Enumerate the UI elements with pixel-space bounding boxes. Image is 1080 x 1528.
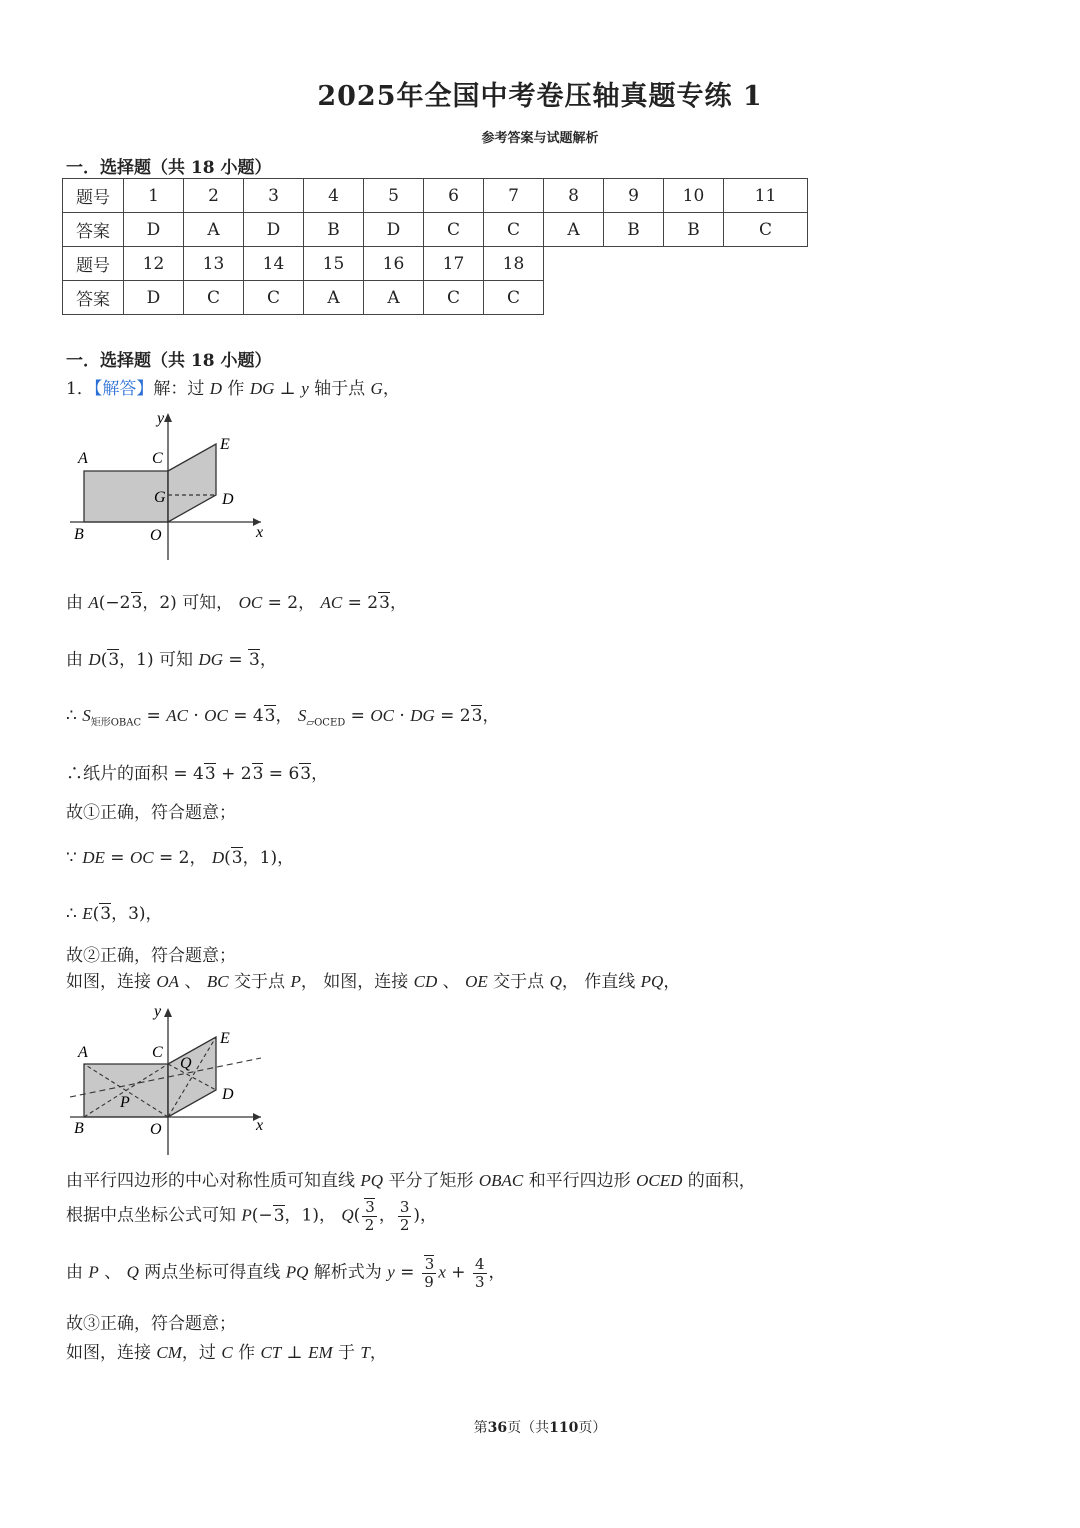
- table-cell: C: [484, 213, 544, 247]
- table-cell: 1: [124, 179, 184, 213]
- solution-tag: 【解答】: [93, 379, 154, 399]
- text: 解析式为: [313, 1262, 382, 1283]
- text: 页（共: [507, 1420, 550, 1436]
- label-x: x: [256, 1117, 264, 1134]
- table-row: [63, 281, 808, 315]
- text: 页）: [578, 1420, 607, 1436]
- solution-line: 由 P 、 Q 两点坐标可得直线 PQ 解析式为 y = $\frac{3}{9}$ x + $\frac{4}{3}$ ，: [66, 1254, 506, 1291]
- label-D: D: [222, 1086, 234, 1103]
- text: 根据中点坐标公式可知: [66, 1205, 236, 1226]
- conclusion-2: 故②正确，符合题意；: [66, 946, 236, 966]
- table-row: [63, 213, 808, 247]
- label-B: B: [74, 1120, 84, 1137]
- table-cell: 12: [124, 247, 184, 281]
- table-cell: B: [664, 213, 724, 247]
- text: 作: [227, 379, 245, 399]
- table-cell: 题号: [63, 247, 124, 281]
- solution-line: 由 A(−23，2) 可知， OC = 2， AC = 23，: [66, 593, 407, 613]
- page-footer: [0, 1417, 1080, 1437]
- table-cell: D: [244, 213, 304, 247]
- text: 于: [338, 1343, 356, 1363]
- table-cell: 17: [424, 247, 484, 281]
- table-cell: 9: [604, 179, 664, 213]
- text: 作: [238, 1343, 256, 1363]
- table-cell: 15: [304, 247, 364, 281]
- table-cell: A: [364, 281, 424, 315]
- conclusion-1: 故①正确，符合题意；: [66, 803, 236, 823]
- text: 平分了矩形: [388, 1171, 474, 1191]
- label-P: P: [120, 1094, 130, 1111]
- solution-line: ∵ DE = OC = 2， D(3，1)，: [66, 848, 295, 868]
- table-cell: 3: [244, 179, 304, 213]
- solution-line: 由 D(3，1) 可知 DG = 3，: [66, 650, 277, 670]
- page-subtitle: 参考答案与试题解析: [481, 131, 599, 146]
- table-cell: 13: [184, 247, 244, 281]
- text: 交于点: [234, 972, 286, 992]
- section-title-solutions: 一．选择题（共 18 小题）: [66, 351, 272, 371]
- table-cell: B: [604, 213, 664, 247]
- solution-line: ∴ $S_{矩形OBAC}$ = AC · OC = 43， $S_{▱OCED}$ = OC · DG = 23，: [66, 706, 500, 729]
- solution-line: ∴纸片的面积 = 43 + 23 = 63，: [66, 764, 329, 784]
- text: 和平行四边形: [528, 1171, 631, 1191]
- table-cell: C: [184, 281, 244, 315]
- text: 可知，: [182, 593, 234, 613]
- text: 第: [473, 1420, 488, 1436]
- text: 的面积，: [687, 1171, 756, 1191]
- text: 由平行四边形的中心对称性质可知直线: [66, 1171, 355, 1191]
- label-C: C: [152, 1044, 163, 1061]
- text: 交于点: [493, 972, 545, 992]
- table-cell: 16: [364, 247, 424, 281]
- text: ，过: [181, 1343, 216, 1363]
- text: 轴于点: [314, 379, 366, 399]
- conclusion-3: 故③正确，符合题意；: [66, 1314, 236, 1334]
- table-cell: 18: [484, 247, 544, 281]
- table-cell: 答案: [63, 281, 124, 315]
- table-cell: 8: [544, 179, 604, 213]
- solution-line: ∴ E(3，3)，: [66, 904, 163, 924]
- solution-line: 由平行四边形的中心对称性质可知直线 PQ 平分了矩形 OBAC 和平行四边形 OCED 的面积，: [66, 1171, 756, 1191]
- figure-2-diagram: [66, 1000, 276, 1160]
- table-cell: C: [244, 281, 304, 315]
- table-cell: 4: [304, 179, 364, 213]
- text: 如图，连接: [66, 972, 151, 992]
- table-cell: D: [124, 281, 184, 315]
- text: 作直线: [584, 972, 636, 992]
- label-E: E: [220, 436, 230, 453]
- text: 解：过: [153, 379, 205, 399]
- page-number: 36: [487, 1420, 508, 1436]
- label-A: A: [78, 1044, 88, 1061]
- text: 如图，连接: [323, 972, 409, 992]
- label-G: G: [154, 489, 166, 506]
- table-cell: 11: [724, 179, 808, 213]
- table-cell: C: [724, 213, 808, 247]
- table-cell: 答案: [63, 213, 124, 247]
- text: 如图，连接: [66, 1343, 151, 1363]
- table-row: [63, 247, 808, 281]
- table-cell: A: [184, 213, 244, 247]
- table-cell: 7: [484, 179, 544, 213]
- table-row: [63, 179, 808, 213]
- figure-1-diagram: [66, 405, 276, 565]
- solution-line: 如图，连接 OA 、 BC 交于点 P， 如图，连接 CD 、 OE 交于点 Q， 作直线 PQ，: [66, 972, 681, 992]
- question-number: 1．: [66, 379, 94, 399]
- table-cell: 2: [184, 179, 244, 213]
- table-cell: A: [304, 281, 364, 315]
- table-cell: D: [364, 213, 424, 247]
- answer-table: [62, 178, 808, 315]
- label-x: x: [256, 524, 264, 541]
- table-cell: C: [424, 213, 484, 247]
- table-cell: B: [304, 213, 364, 247]
- section-title-choice: 一．选择题（共 18 小题）: [66, 158, 272, 178]
- label-O: O: [150, 527, 162, 544]
- text: 两点坐标可得直线: [144, 1262, 281, 1283]
- page-title: 2025年全国中考卷压轴真题专练 1: [317, 81, 763, 112]
- table-cell: 10: [664, 179, 724, 213]
- label-C: C: [152, 450, 163, 467]
- label-O: O: [150, 1121, 162, 1138]
- text: ▱OCED: [306, 717, 346, 729]
- text: 可知: [159, 650, 194, 670]
- label-y: y: [157, 410, 165, 427]
- label-Q: Q: [180, 1055, 192, 1072]
- table-cell: C: [484, 281, 544, 315]
- label-E: E: [220, 1030, 230, 1047]
- table-cell: 6: [424, 179, 484, 213]
- label-y: y: [154, 1003, 162, 1020]
- solution-line: 如图，连接 CM，过 C 作 CT ⊥ EM 于 T，: [66, 1343, 387, 1363]
- table-cell: 5: [364, 179, 424, 213]
- table-cell: 题号: [63, 179, 124, 213]
- text: 纸片的面积: [83, 764, 168, 784]
- table-cell: C: [424, 281, 484, 315]
- label-D: D: [222, 491, 234, 508]
- table-cell: D: [124, 213, 184, 247]
- solution-line: 根据中点坐标公式可知 P(−3，1)， Q( $\frac{3}{2}$ ， $\frac{3}{2}$ )，: [66, 1197, 438, 1234]
- total-pages: 110: [549, 1420, 579, 1436]
- label-B: B: [74, 526, 84, 543]
- solution-intro: 1．【解答】解：过 D 作 DG ⊥ y 轴于点 G，: [66, 379, 400, 399]
- text: 矩形OBAC: [90, 717, 142, 729]
- label-A: A: [78, 450, 88, 467]
- table-cell: 14: [244, 247, 304, 281]
- table-cell: A: [544, 213, 604, 247]
